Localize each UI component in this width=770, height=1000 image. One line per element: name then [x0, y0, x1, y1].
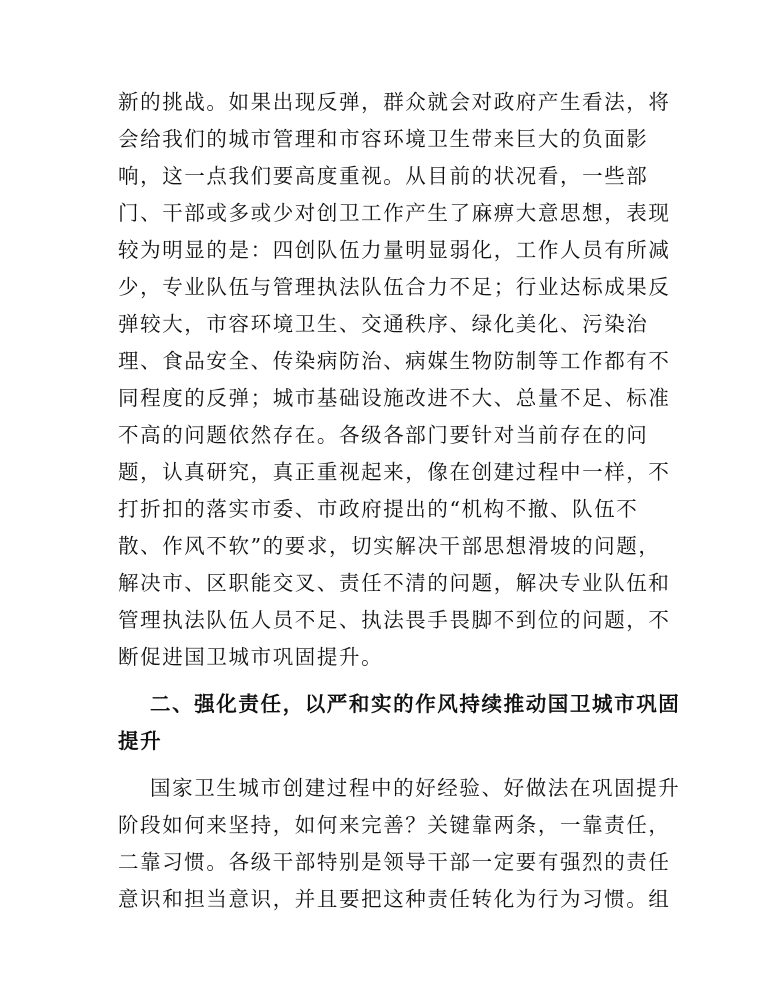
paragraph2-line: 阶段如何来坚持，如何来完善？关键靠两条，一靠责任，: [118, 813, 671, 837]
paragraph1-line: 门、干部或多或少对创卫工作产生了麻痹大意思想，表现: [118, 201, 671, 225]
paragraph1-line: 响，这一点我们要高度重视。从目前的状况看，一些部: [118, 164, 649, 188]
paragraph1-line: 题，认真研究，真正重视起来，像在创建过程中一样，不: [118, 460, 671, 484]
section-heading: 二、强化责任，以严和实的作风持续推动国卫城市巩固: [150, 692, 681, 716]
section-heading-continuation: 提升: [118, 729, 163, 753]
paragraph1-line: 新的挑战。如果出现反弹，群众就会对政府产生看法，将: [118, 90, 671, 114]
paragraph1-line: 较为明显的是：四创队伍力量明显弱化，工作人员有所减: [118, 238, 671, 262]
paragraph1-line: 不高的问题依然存在。各级各部门要针对当前存在的问: [118, 423, 649, 447]
paragraph1-line: 解决市、区职能交叉、责任不清的问题，解决专业队伍和: [118, 571, 671, 595]
paragraph1-line: 会给我们的城市管理和市容环境卫生带来巨大的负面影: [118, 127, 649, 151]
paragraph1-line: 散、作风不软”的要求，切实解决干部思想滑坡的问题，: [118, 534, 661, 558]
paragraph2-line: 二靠习惯。各级干部特别是领导干部一定要有强烈的责任: [118, 850, 671, 874]
paragraph1-line: 管理执法队伍人员不足、执法畏手畏脚不到位的问题，不: [118, 608, 671, 632]
paragraph2-line: 国家卫生城市创建过程中的好经验、好做法在巩固提升: [150, 776, 681, 800]
paragraph2-line: 意识和担当意识，并且要把这种责任转化为行为习惯。组: [118, 887, 671, 911]
paragraph1-line: 断促进国卫城市巩固提升。: [118, 645, 384, 669]
paragraph1-line: 弹较大，市容环境卫生、交通秩序、绿化美化、污染治: [118, 312, 649, 336]
paragraph1-line: 少，专业队伍与管理执法队伍合力不足；行业达标成果反: [118, 275, 671, 299]
paragraph1-line: 打折扣的落实市委、市政府提出的“机构不撤、队伍不: [118, 497, 639, 521]
paragraph1-line: 理、食品安全、传染病防治、病媒生物防制等工作都有不: [118, 349, 671, 373]
paragraph1-line: 同程度的反弹；城市基础设施改进不大、总量不足、标准: [118, 386, 671, 410]
